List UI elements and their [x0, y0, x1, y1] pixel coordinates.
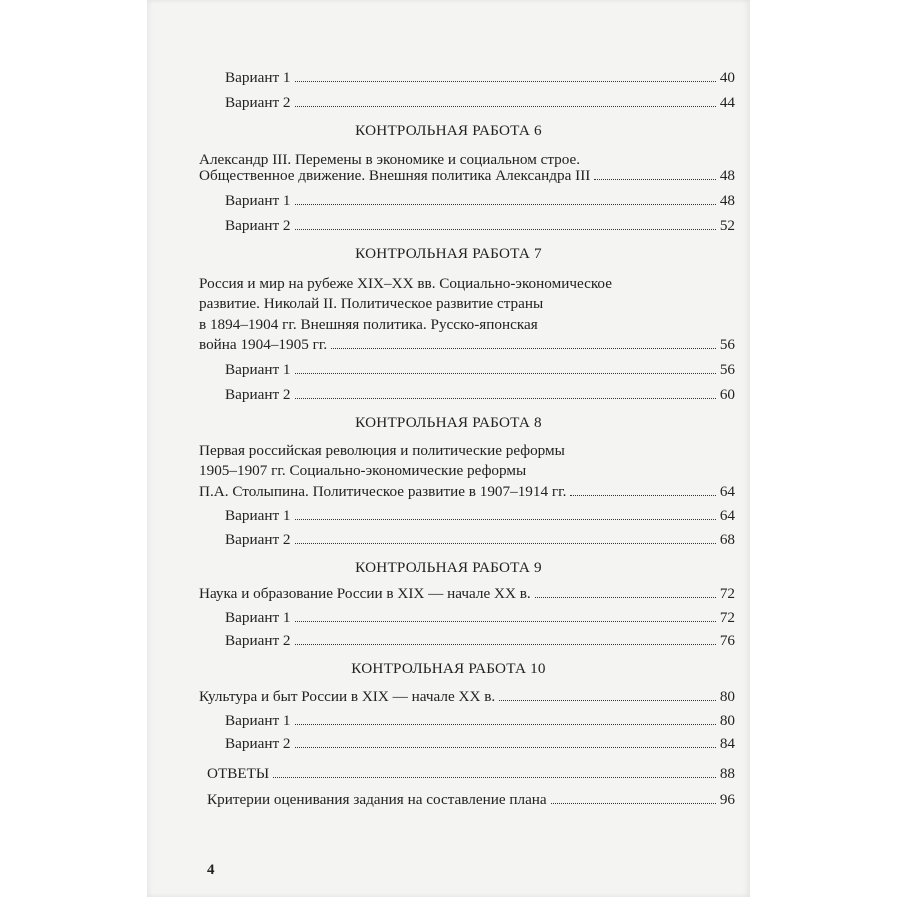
topic-line: 1905–1907 гг. Социально-экономические реформы: [199, 462, 527, 479]
dot-leader: [331, 348, 716, 349]
entry-label: Вариант 1: [225, 361, 291, 378]
dot-leader: [535, 597, 716, 598]
dot-leader: [273, 777, 716, 778]
toc-entry-variant[interactable]: [225, 531, 735, 549]
topic-line: развитие. Николай II. Политическое развитие страны: [199, 295, 544, 312]
topic-line: в 1894–1904 гг. Внешняя политика. Русско-японская: [199, 316, 538, 333]
toc-entry-variant[interactable]: [225, 94, 735, 112]
toc-entry-variant[interactable]: [225, 507, 735, 525]
dot-leader: [295, 724, 716, 725]
section-heading: КОНТРОЛЬНАЯ РАБОТА 6: [355, 122, 542, 139]
entry-page-number: 48: [719, 192, 735, 209]
entry-page-number: 64: [719, 483, 735, 500]
dot-leader: [295, 519, 716, 520]
dot-leader: [295, 106, 716, 107]
entry-label: Наука и образование России в XIX — начале XX в.: [199, 585, 531, 602]
toc-entry-variant[interactable]: [225, 386, 735, 404]
entry-page-number: 56: [719, 336, 735, 353]
section-heading: КОНТРОЛЬНАЯ РАБОТА 7: [355, 245, 542, 262]
toc-entry-variant[interactable]: [225, 712, 735, 730]
dot-leader: [295, 398, 716, 399]
toc-entry-variant[interactable]: [225, 361, 735, 379]
entry-page-number: 72: [719, 585, 735, 602]
entry-page-number: 44: [719, 94, 735, 111]
entry-page-number: 52: [719, 217, 735, 234]
dot-leader: [499, 700, 716, 701]
entry-label: Вариант 1: [225, 69, 291, 86]
entry-page-number: 60: [719, 386, 735, 403]
dot-leader: [295, 747, 716, 748]
entry-page-number: 84: [719, 735, 735, 752]
section-heading: КОНТРОЛЬНАЯ РАБОТА 10: [351, 660, 546, 677]
entry-label: Вариант 1: [225, 712, 291, 729]
dot-leader: [594, 179, 715, 180]
entry-label: Культура и быт России в XIX — начале XX в.: [199, 688, 496, 705]
toc-entry-topic[interactable]: [199, 483, 735, 501]
entry-label: Вариант 2: [225, 735, 291, 752]
toc-entry-variant[interactable]: [225, 69, 735, 87]
section-heading: КОНТРОЛЬНАЯ РАБОТА 8: [355, 414, 542, 431]
toc-entry-variant[interactable]: [225, 632, 735, 650]
toc-entry-topic[interactable]: [199, 585, 735, 603]
entry-label: Критерии оценивания задания на составление плана: [207, 791, 547, 808]
entry-page-number: 72: [719, 609, 735, 626]
entry-label: Вариант 2: [225, 94, 291, 111]
entry-page-number: 40: [719, 69, 735, 86]
toc-entry-variant[interactable]: [225, 217, 735, 235]
dot-leader: [295, 373, 716, 374]
table-of-contents: [147, 0, 750, 897]
entry-label: Вариант 2: [225, 632, 291, 649]
dot-leader: [295, 229, 716, 230]
toc-entry-topic[interactable]: [199, 336, 735, 354]
dot-leader: [295, 204, 716, 205]
entry-label: Вариант 1: [225, 507, 291, 524]
toc-entry-answers[interactable]: [207, 765, 735, 783]
topic-line: Россия и мир на рубеже XIX–XX вв. Социально-экономическое: [199, 275, 612, 292]
topic-line: Александр III. Перемены в экономике и социальном строе.: [199, 151, 581, 168]
entry-label: война 1904–1905 гг.: [199, 336, 328, 353]
entry-page-number: 88: [719, 765, 735, 782]
entry-label: П.А. Столыпина. Политическое развитие в 1907–1914 гг.: [199, 483, 567, 500]
entry-page-number: 64: [719, 507, 735, 524]
entry-label: Вариант 2: [225, 531, 291, 548]
dot-leader: [295, 644, 716, 645]
dot-leader: [570, 495, 715, 496]
entry-page-number: 80: [719, 688, 735, 705]
toc-entry-topic[interactable]: [199, 167, 735, 185]
entry-page-number: 76: [719, 632, 735, 649]
page-number: 4: [207, 862, 215, 878]
entry-page-number: 96: [719, 791, 735, 808]
dot-leader: [295, 621, 716, 622]
entry-label: ОТВЕТЫ: [207, 765, 270, 782]
toc-entry-variant[interactable]: [225, 192, 735, 210]
dot-leader: [551, 803, 716, 804]
entry-page-number: 56: [719, 361, 735, 378]
entry-label: Вариант 2: [225, 217, 291, 234]
toc-entry-variant[interactable]: [225, 735, 735, 753]
entry-label: Вариант 1: [225, 609, 291, 626]
entry-page-number: 80: [719, 712, 735, 729]
section-heading: КОНТРОЛЬНАЯ РАБОТА 9: [355, 559, 542, 576]
entry-page-number: 48: [719, 167, 735, 184]
toc-entry-topic[interactable]: [199, 688, 735, 706]
book-page: [147, 0, 750, 897]
dot-leader: [295, 81, 716, 82]
entry-label: Вариант 2: [225, 386, 291, 403]
entry-label: Вариант 1: [225, 192, 291, 209]
topic-line: Первая российская революция и политические реформы: [199, 442, 565, 459]
dot-leader: [295, 543, 716, 544]
toc-entry-criteria[interactable]: [207, 791, 735, 809]
entry-page-number: 68: [719, 531, 735, 548]
entry-label: Общественное движение. Внешняя политика Александра III: [199, 167, 591, 184]
toc-entry-variant[interactable]: [225, 609, 735, 627]
